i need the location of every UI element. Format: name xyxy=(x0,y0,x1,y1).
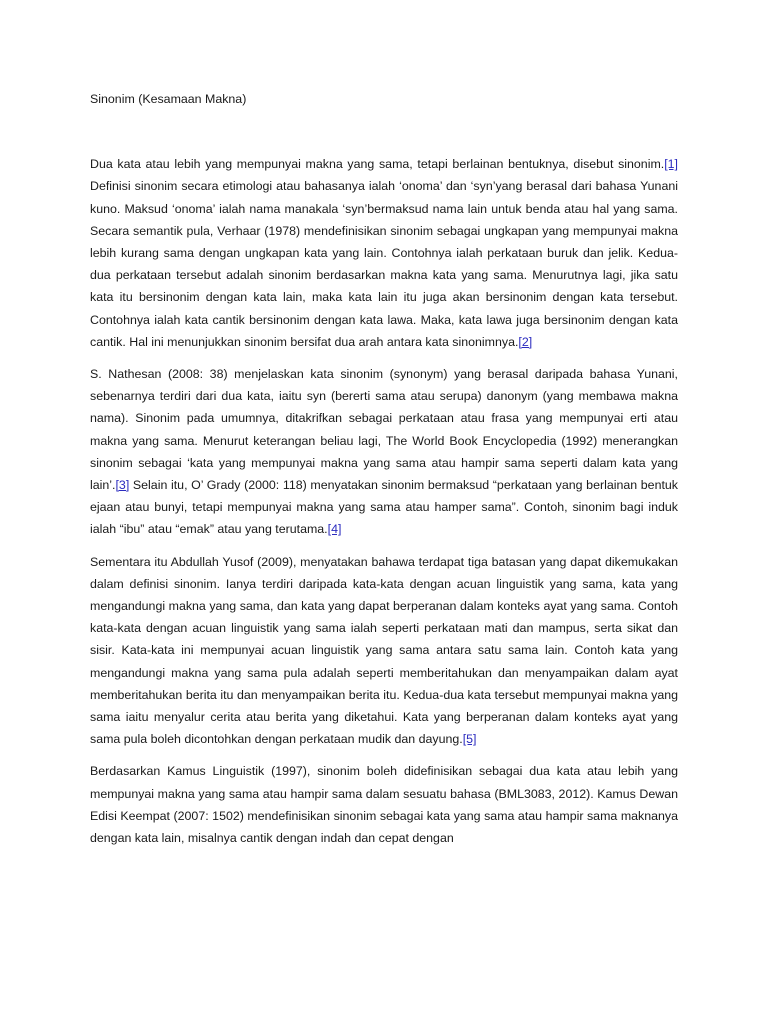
footnote-link-5[interactable]: [5] xyxy=(462,732,477,747)
paragraph-text: Sementara itu Abdullah Yusof (2009), menyatakan bahawa terdapat tiga batasan yang dapat dikemukakan dalam definisi sinonim. Ianya terdiri daripada kata-kata dengan acuan linguistik yang sama, kata yang mengandungi makna yang sama, dan kata yang dapat berperanan dalam konteks ayat yang sama. Contoh kata-kata dengan acuan linguistik yang sama ialah seperti perkataan mati dan mampus, serta sikat dan sisir. Kata-kata ini mempunyai acuan linguistik yang sama antara satu sama lain. Contoh kata yang mengandungi makna yang sama pula adalah seperti memberitahukan dan menyampaikan dalam ayat memberitahukan berita itu dan menyampaikan berita itu. Kedua-dua kata tersebut mempunyai makna yang sama iaitu menyalur cerita atau berita yang diketahui. Kata yang berperanan dalam konteks ayat yang sama pula boleh dicontohkan dengan perkataan mudik dan dayung. xyxy=(90,554,678,747)
footnote-link-2[interactable]: [2] xyxy=(518,334,533,349)
paragraph-text: Selain itu, O’ Grady (2000: 118) menyatakan sinonim bermaksud “perkataan yang berlainan bentuk ejaan atau bunyi, tetapi mempunyai makna yang sama atau hamper sama”. Contoh, sinonim bagi induk ialah “ibu” atau “emak” atau yang terutama. xyxy=(90,478,678,537)
paragraph-text: Berdasarkan Kamus Linguistik (1997), sinonim boleh didefinisikan sebagai dua kata atau lebih yang mempunyai makna yang sama atau hampir sama dalam sesuatu bahasa (BML3083, 2012). Kamus Dewan Edisi Keempat (2007: 1502) mendefinisikan sinonim sebagai kata yang sama atau hampir sama maknanya dengan kata lain, misalnya cantik dengan indah dan cepat dengan xyxy=(90,764,678,846)
footnote-link-4[interactable]: [4] xyxy=(327,522,342,537)
paragraph-text: Definisi sinonim secara etimologi atau bahasanya ialah ‘onoma’ dan ‘syn’yang berasal dari bahasa Yunani kuno. Maksud ‘onoma’ ialah nama manakala ‘syn’bermaksud nama lain untuk benda atau hal yang sama. Secara semantik pula, Verhaar (1978) mendefinisikan sinonim sebagai ungkapan yang mempunyai makna lebih kurang sama dengan ungkapan kata yang lain. Contohnya ialah perkataan buruk dan jelik. Kedua-dua perkataan tersebut adalah sinonim berdasarkan makna kata yang sama. Menurutnya lagi, jika satu kata itu bersinonim dengan kata lain, maka kata lain itu juga akan bersinonim dengan kata tersebut. Contohnya ialah kata cantik bersinonim dengan kata lawa. Maka, kata lawa juga bersinonim dengan kata cantik. Hal ini menunjukkan sinonim bersifat dua arah antara kata sinonimnya. xyxy=(90,179,678,349)
paragraph-text: S. Nathesan (2008: 38) menjelaskan kata sinonim (synonym) yang berasal daripada bahasa Yunani, sebenarnya terdiri dari dua kata, iaitu syn (bererti sama atau serupa) danonym (yang membawa makna nama). Sinonim pada umumnya, ditakrifkan sebagai perkataan atau frasa yang mempunyai erti atau makna yang sama. Menurut keterangan beliau lagi, The World Book Encyclopedia (1992) menerangkan sinonim sebagai ‘kata yang mempunyai makna yang sama atau hampir sama seperti dalam kata yang lain’. xyxy=(90,367,678,493)
document-page xyxy=(90,88,678,859)
paragraph-2 xyxy=(90,363,678,541)
paragraph-3 xyxy=(90,551,678,751)
paragraph-text: Dua kata atau lebih yang mempunyai makna yang sama, tetapi berlainan bentuknya, disebut sinonim. xyxy=(90,157,665,172)
document-title: Sinonim (Kesamaan Makna) xyxy=(90,92,247,106)
footnote-link-1[interactable]: [1] xyxy=(664,157,678,172)
footnote-link-3[interactable]: [3] xyxy=(115,478,130,493)
paragraph-4 xyxy=(90,760,678,849)
paragraph-1 xyxy=(90,153,678,353)
